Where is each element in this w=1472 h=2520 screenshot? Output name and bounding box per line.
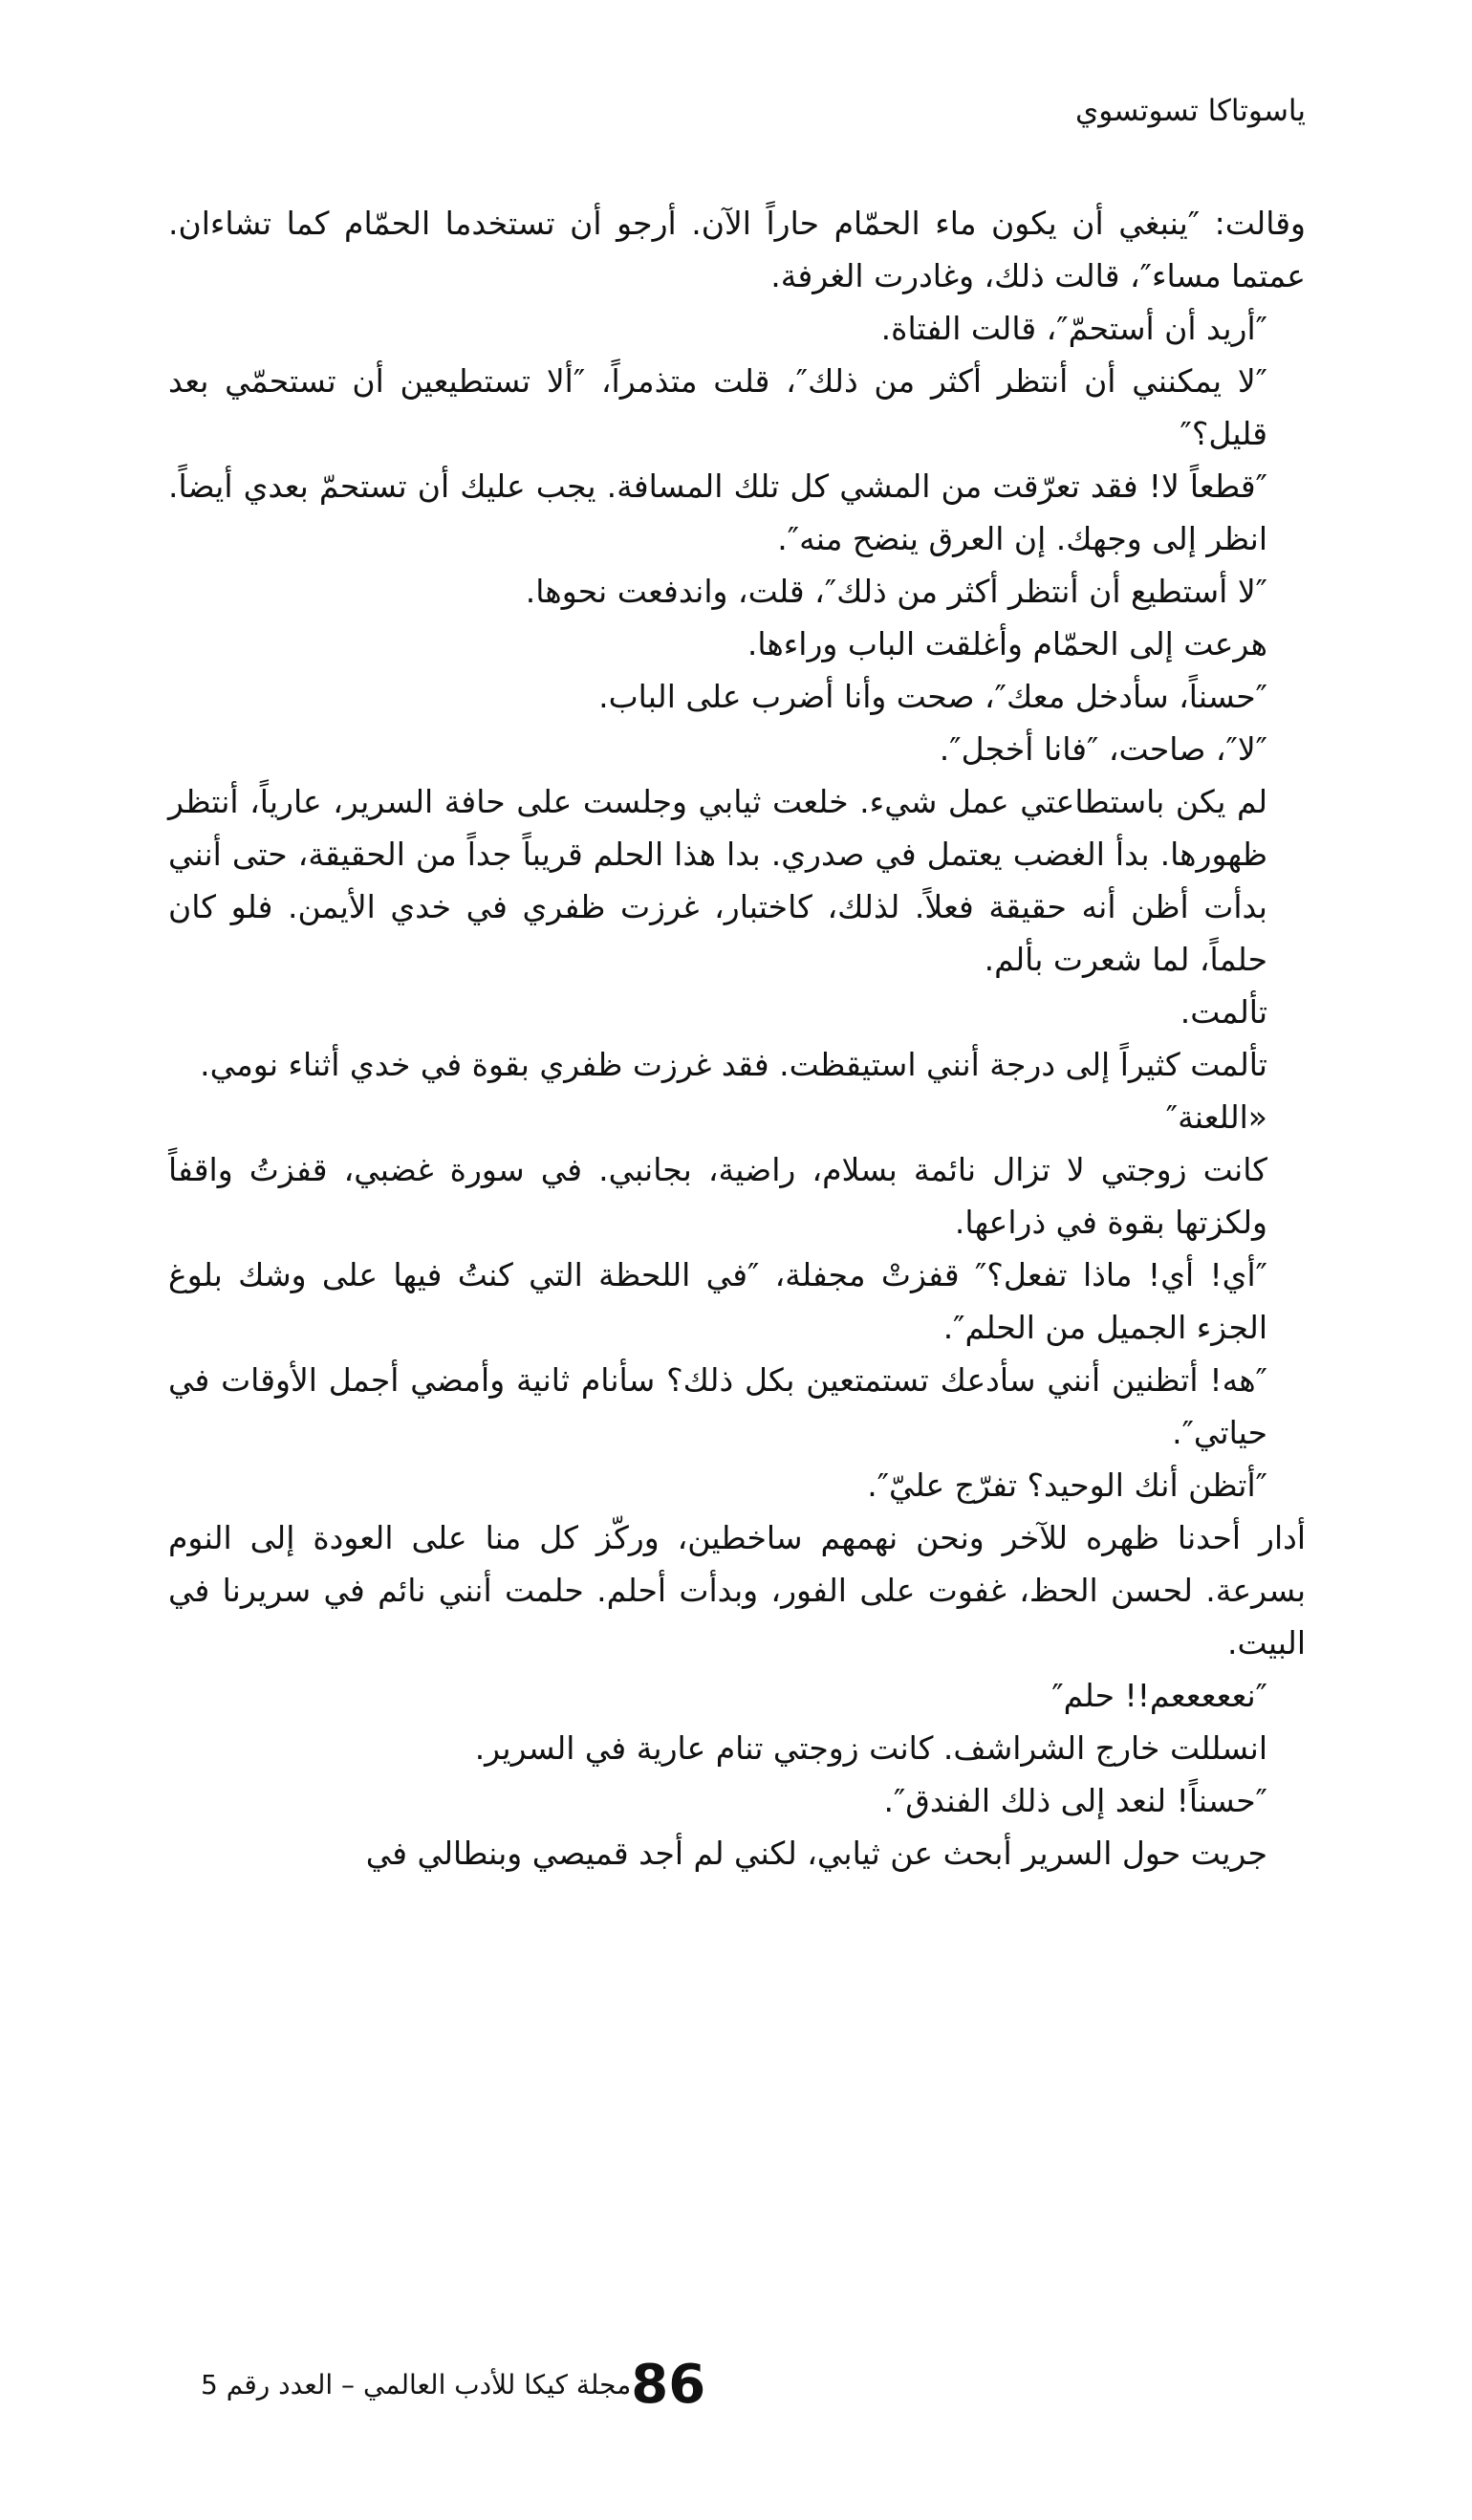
page-footer [157,2342,1306,2428]
story-body [168,197,1306,1879]
paragraph: وقالت: ″ينبغي أن يكون ماء الحمّام حاراً الآن. أرجو أن تستخدما الحمّام كما تشاءان. عمتما مساء″، قالت ذلك، وغادرت الغرفة. [168,205,1306,294]
paragraph: لم يكن باستطاعتي عمل شيء. خلعت ثيابي وجلست على حافة السرير، عارياً، أنتظر ظهورها. بدأ الغضب يعتمل في صدري. بدا هذا الحلم قريباً جداً من الحقيقة، حتى أنني بدأت أظن أنه حقيقة فعلاً. لذلك، كاختبار، غرزت ظفري في خدي الأيمن. فلو كان حلماً، لما شعرت بألم. [168,783,1267,978]
paragraph: «اللعنة″ [1165,1098,1267,1136]
running-header-author: ياسوتاكا تسوتسوي [1074,94,1306,128]
paragraph: ″أتظن أنك الوحيد؟ تفرّج عليّ″. [867,1466,1267,1504]
paragraph: ″نعععععم!! حلم″ [1051,1677,1267,1714]
paragraph: كانت زوجتي لا تزال نائمة بسلام، راضية، بجانبي. في سورة غضبي، قفزتُ واقفاً ولكزتها بقوة في ذراعها. [168,1151,1267,1241]
paragraph: ″هه! أتظنين أنني سأدعك تستمتعين بكل ذلك؟ سأنام ثانية وأمضي أجمل الأوقات في حياتي″. [168,1361,1267,1451]
paragraph: ″حسناً، سأدخل معك″، صحت وأنا أضرب على الباب. [598,678,1267,715]
paragraph: ″لا أستطيع أن أنتظر أكثر من ذلك″، قلت، واندفعت نحوها. [525,573,1267,610]
paragraph: ″لا″، صاحت، ″فانا أخجل″. [939,730,1267,768]
paragraph: أدار أحدنا ظهره للآخر ونحن نهمهم ساخطين، وركّز كل منا على العودة إلى النوم بسرعة. لحسن الحظ، غفوت على الفور، وبدأت أحلم. حلمت أنني نائم في سريرنا في البيت. [168,1519,1306,1662]
paragraph: ″أي! أي! ماذا تفعل؟″ قفزتْ مجفلة، ″في اللحظة التي كنتُ فيها على وشك بلوغ الجزء الجميل من الحلم″. [168,1256,1267,1346]
paragraph: ″أريد أن أستحمّ″، قالت الفتاة. [880,310,1267,347]
journal-title: مجلة كيكا للأدب العالمي – العدد رقم 5 [201,2369,632,2401]
paragraph: ″لا يمكنني أن أنتظر أكثر من ذلك″، قلت متذمراً، ″ألا تستطيعين أن تستحمّي بعد قليل؟″ [168,362,1267,452]
paragraph: ″قطعاً لا! فقد تعرّقت من المشي كل تلك المسافة. يجب عليك أن تستحمّ بعدي أيضاً. انظر إلى وجهك. إن العرق ينضح منه″. [168,467,1267,557]
paragraph: ″حسناً! لنعد إلى ذلك الفندق″. [883,1782,1267,1819]
paragraph: تألمت كثيراً إلى درجة أنني استيقظت. فقد غرزت ظفري بقوة في خدي أثناء نومي. [200,1046,1267,1083]
paragraph: تألمت. [1180,993,1267,1031]
paragraph: انسللت خارج الشراشف. كانت زوجتي تنام عارية في السرير. [474,1729,1267,1767]
paragraph: هرعت إلى الحمّام وأغلقت الباب وراءها. [747,625,1267,663]
paragraph: جريت حول السرير أبحث عن ثيابي، لكني لم أجد قميصي وبنطالي في [365,1835,1267,1872]
page-number: 86 [631,2354,706,2416]
